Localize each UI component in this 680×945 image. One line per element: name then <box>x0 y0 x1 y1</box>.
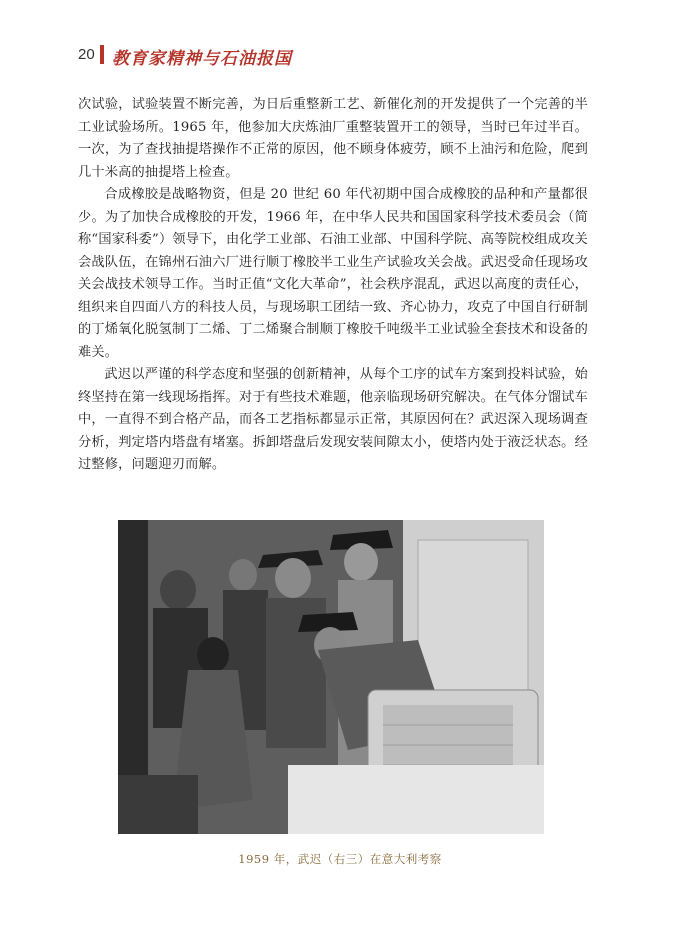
body-text <box>78 94 588 477</box>
book-title: 教育家精神与石油报国 <box>112 49 292 69</box>
page-number: 20 <box>78 46 95 63</box>
photo-caption: 1959 年，武迟（右三）在意大利考察 <box>238 852 442 866</box>
historical-photo <box>118 520 544 834</box>
paragraph-1: 次试验，试验装置不断完善，为日后重整新工艺、新催化剂的开发提供了一个完善的半工业试验场所。1965 年，他参加大庆炼油厂重整装置开工的领导，当时已年过半百。一次，为了查找抽提塔操作不正常的原因，他不顾身体疲劳，顾不上油污和危险，爬到几十米高的抽提塔上检查。 <box>78 97 588 180</box>
header-divider <box>100 45 104 64</box>
photo-illustration <box>118 520 544 834</box>
paragraph-3: 武迟以严谨的科学态度和坚强的创新精神，从每个工序的试车方案到投料试验，始终坚持在第一线现场指挥。对于有些技术难题，他亲临现场研究解决。在气体分馏试车中，一直得不到合格产品，而各工艺指标都显示正常，其原因何在？武迟深入现场调查分析，判定塔内塔盘有堵塞。拆卸塔盘后发现安装间隙太小，使塔内处于液泛状态。经过整修，问题迎刃而解。 <box>78 367 588 472</box>
paragraph-2: 合成橡胶是战略物资，但是 20 世纪 60 年代初期中国合成橡胶的品种和产量都很少。为了加快合成橡胶的开发，1966 年，在中华人民共和国国家科学技术委员会（简称“国家科委”）领导下，由化学工业部、石油工业部、中国科学院、高等院校组成攻关会战队伍，在锦州石油六厂进行顺丁橡胶半工业生产试验攻关会战。武迟受命任现场攻关会战技术领导工作。当时正值“文化大革命”，社会秩序混乱，武迟以高度的责任心，组织来自四面八方的科技人员，与现场职工团结一致、齐心协力，攻克了中国自行研制的丁烯氧化脱氢制丁二烯、丁二烯聚合制顺丁橡胶千吨级半工业试验全套技术和设备的难关。 <box>78 187 588 360</box>
page-header <box>78 44 378 70</box>
